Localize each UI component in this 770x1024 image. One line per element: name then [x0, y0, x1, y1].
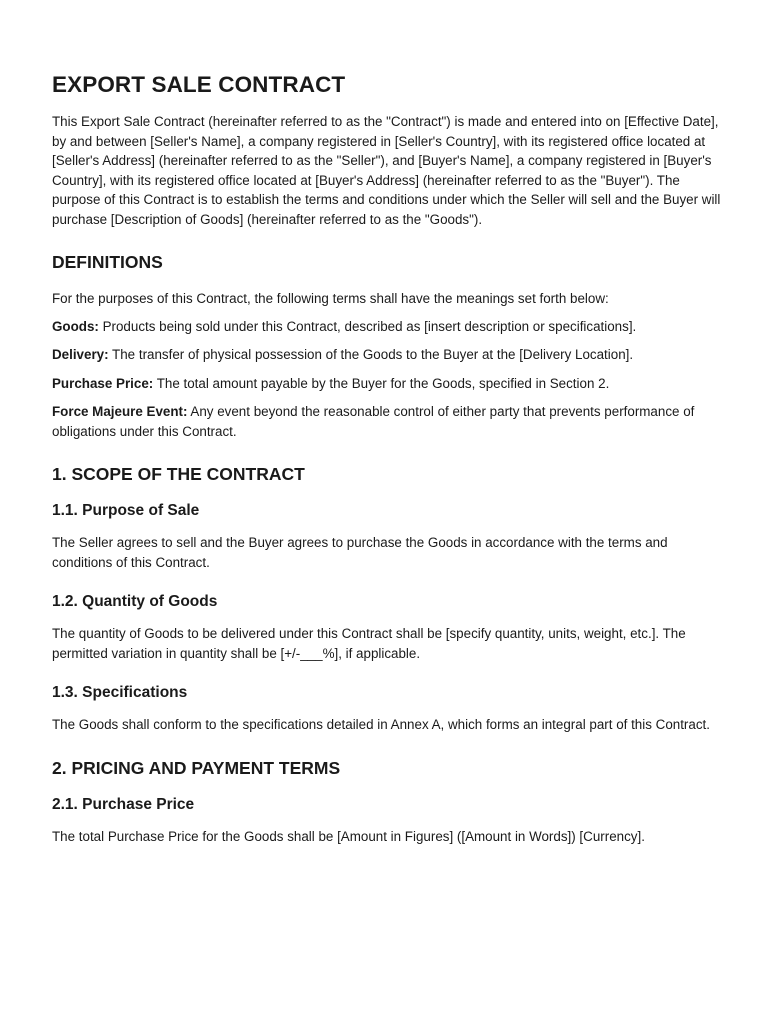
definition-term: Delivery: — [52, 347, 109, 362]
subsection-1-2 — [52, 592, 724, 663]
section-1-heading: 1. SCOPE OF THE CONTRACT — [52, 464, 305, 484]
definitions-list — [52, 317, 724, 442]
definition-text: The transfer of physical possession of the Goods to the Buyer at the [Delivery Location]. — [108, 347, 634, 362]
subsection-heading: 1.1. Purpose of Sale — [52, 502, 200, 519]
section-2-heading: 2. PRICING AND PAYMENT TERMS — [52, 757, 341, 778]
document-title: EXPORT SALE CONTRACT — [52, 72, 346, 97]
subsection-2-1 — [52, 795, 724, 847]
definition-item — [52, 402, 724, 441]
definitions-intro: For the purposes of this Contract, the following terms shall have the meanings set forth below: — [52, 291, 609, 306]
subsection-heading: 2.1. Purchase Price — [52, 795, 195, 813]
subsection-text: The total Purchase Price for the Goods shall be [Amount in Figures] ([Amount in Words]) [Currency]. — [52, 828, 645, 844]
subsection-text: The Goods shall conform to the specifications detailed in Annex A, which forms an integral part of this Contract. — [52, 717, 710, 732]
subsection-1-3 — [52, 683, 724, 735]
definition-text: The total amount payable by the Buyer for the Goods, specified in Section 2. — [153, 375, 610, 391]
definition-term: Goods: — [52, 318, 99, 334]
definition-item — [52, 317, 724, 337]
intro-paragraph: This Export Sale Contract (hereinafter referred to as the "Contract") is made and entered into on [Effective Date], by and between [Seller's Name], a company registered in [Seller's Country], with its registered office located at [Seller's Address] (hereinafter referred to as the "Seller"), and [Buyer's Name], a company registered in [Buyer's Country], with its registered office located at [Buyer's Address] (hereinafter referred to as the "Buyer"). The purpose of this Contract is to establish the terms and conditions under which the Seller will sell and the Buyer will purchase [Description of Goods] (hereinafter referred to as the "Goods"). — [52, 114, 721, 227]
subsection-heading: 1.2. Quantity of Goods — [52, 593, 218, 610]
definition-item — [52, 374, 724, 394]
definition-text: Any event beyond the reasonable control of either party that prevents performance of obligations under this Contract. — [52, 404, 695, 439]
definitions-heading: DEFINITIONS — [52, 252, 163, 272]
definition-term: Force Majeure Event: — [52, 404, 188, 419]
subsection-1-1 — [52, 501, 724, 572]
subsection-heading: 1.3. Specifications — [52, 684, 188, 701]
subsection-text: The quantity of Goods to be delivered under this Contract shall be [specify quantity, units, weight, etc.]. The permitted variation in quantity shall be [+/-___%], if applicable. — [52, 626, 686, 661]
definition-text: Products being sold under this Contract, described as [insert description or specifications]. — [98, 318, 637, 334]
subsection-text: The Seller agrees to sell and the Buyer agrees to purchase the Goods in accordance with the terms and conditions of this Contract. — [52, 535, 668, 570]
definition-item — [52, 345, 724, 365]
document-page — [52, 70, 724, 846]
definition-term: Purchase Price: — [52, 375, 154, 391]
